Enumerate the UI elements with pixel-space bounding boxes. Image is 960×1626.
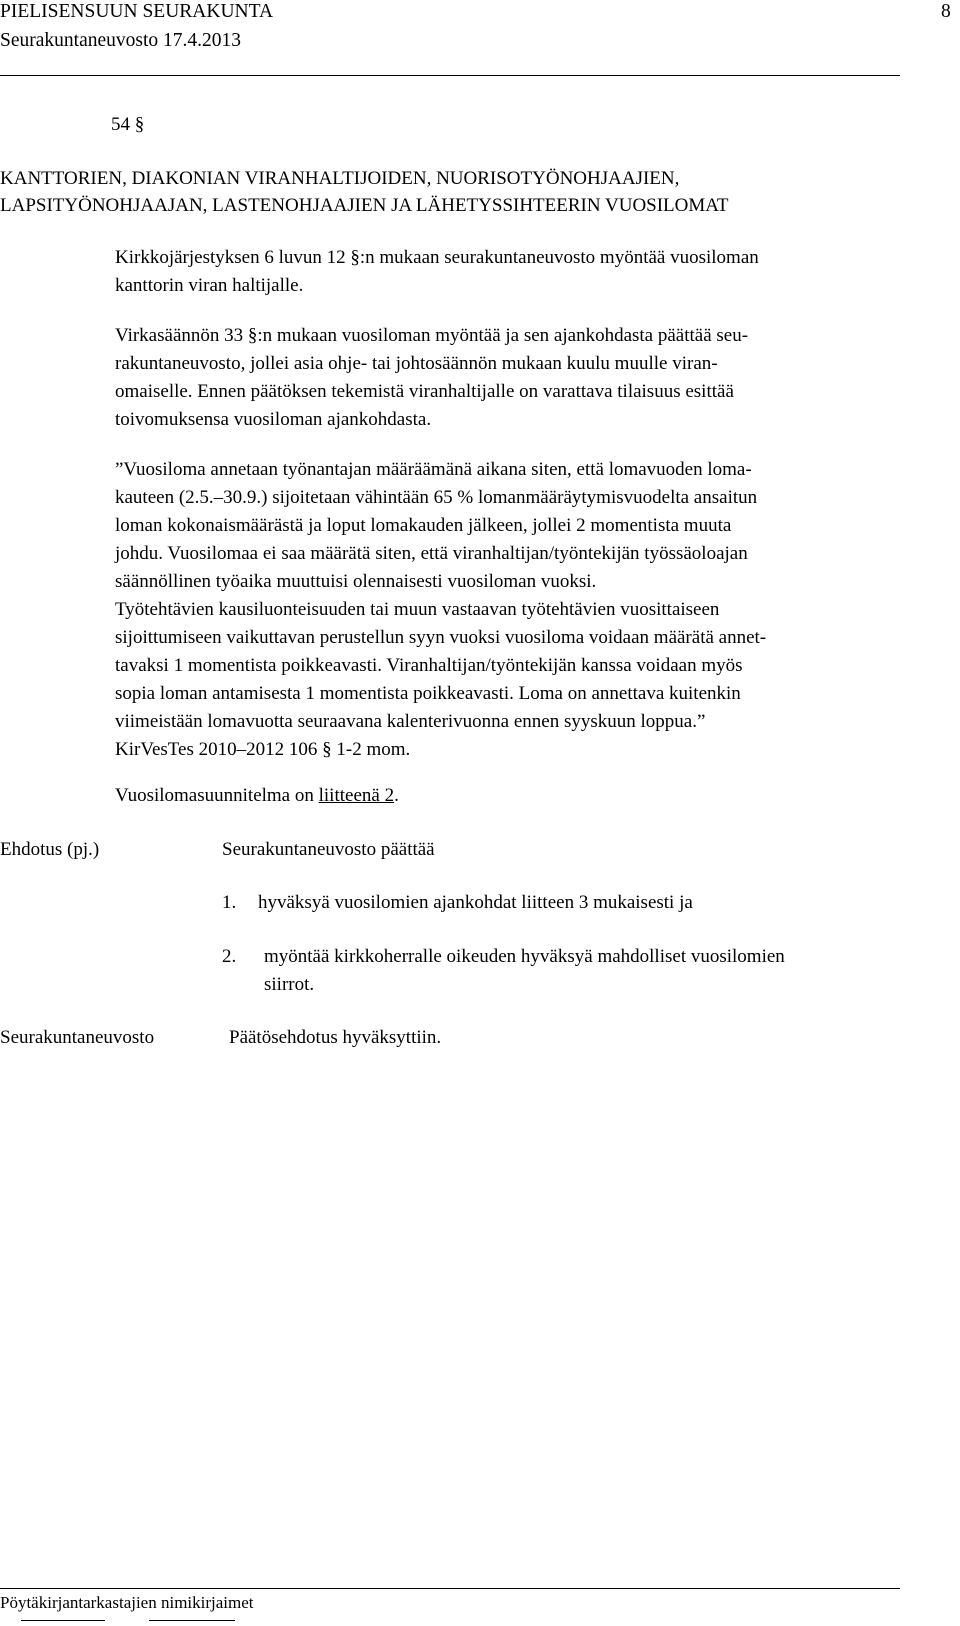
paragraph-line: Kirkkojärjestyksen 6 luvun 12 §:n mukaan seurakuntaneuvosto myöntää vuosiloman [115, 247, 759, 268]
paragraph-office-rules [115, 322, 748, 434]
proposal-item-1-number: 1. [222, 892, 237, 913]
section-title-line-1: KANTTORIEN, DIAKONIAN VIRANHALTIJOIDEN, NUORISOTYÖNOHJAAJIEN, [0, 168, 680, 189]
attachment-link[interactable]: liitteenä 2 [318, 785, 395, 806]
paragraph-line: kauteen (2.5.–30.9.) sijoitetaan vähintään 65 % lomanmääräytymisvuodelta ansaitun [115, 487, 758, 508]
footer-divider [0, 1588, 900, 1589]
organization-name: PIELISENSUUN SEURAKUNTA [0, 1, 274, 22]
page-number: 8 [941, 1, 951, 22]
proposal-item-2-text-line-1: myöntää kirkkoherralle oikeuden hyväksyä mahdolliset vuosilomien [264, 946, 785, 967]
signatures-label: Pöytäkirjantarkastajien nimikirjaimet [0, 1593, 254, 1612]
section-number: 54 § [111, 114, 145, 135]
proposal-item-2-number: 2. [222, 946, 237, 967]
paragraph-line: viimeistään lomavuotta seuraavana kalenterivuonna ennen syyskuun loppua.” [115, 711, 706, 732]
paragraph-line: toivomuksensa vuosiloman ajankohdasta. [115, 409, 432, 430]
paragraph-line: säännöllinen työaika muuttuisi olennaisesti vuosiloman vuoksi. [115, 571, 597, 592]
proposal-item-1-text: hyväksyä vuosilomien ajankohdat liitteen 3 mukaisesti ja [258, 892, 693, 913]
paragraph-collective-agreement-quote [115, 456, 766, 764]
paragraph-line: rakuntaneuvosto, jollei asia ohje- tai johtosäännön mukaan kuulu muulle viran- [115, 353, 718, 374]
holiday-plan-suffix: . [394, 785, 399, 806]
paragraph-line: tavaksi 1 momentista poikkeavasti. Viranhaltijan/työntekijän kanssa voidaan myös [115, 655, 743, 676]
meeting-title: Seurakuntaneuvosto 17.4.2013 [0, 30, 242, 51]
signature-line-2 [149, 1620, 235, 1621]
paragraph-line: sopia loman antamisesta 1 momentista poikkeavasti. Loma on annettava kuitenkin [115, 683, 741, 704]
paragraph-church-order [115, 244, 759, 300]
paragraph-line: Työtehtävien kausiluonteisuuden tai muun vastaavan työtehtävien vuosittaiseen [115, 599, 720, 620]
paragraph-line: loman kokonaismäärästä ja loput lomakauden jälkeen, jollei 2 momentista muuta [115, 515, 732, 536]
decision-text: Päätösehdotus hyväksyttiin. [229, 1027, 442, 1048]
signature-line-1 [21, 1620, 105, 1621]
paragraph-line: sijoittumiseen vaikuttavan perustellun syyn vuoksi vuosiloma voidaan määrätä annet- [115, 627, 767, 648]
proposal-label: Ehdotus (pj.) [0, 839, 100, 860]
header-divider [0, 75, 900, 76]
paragraph-line: ”Vuosiloma annetaan työnantajan määräämänä aikana siten, että lomavuoden loma- [115, 459, 752, 480]
proposal-text: Seurakuntaneuvosto päättää [222, 839, 435, 860]
holiday-plan-line [115, 782, 399, 810]
holiday-plan-text: Vuosilomasuunnitelma on [115, 785, 319, 806]
paragraph-line: KirVesTes 2010–2012 106 § 1-2 mom. [115, 739, 411, 760]
decision-label: Seurakuntaneuvosto [0, 1027, 155, 1048]
paragraph-line: kanttorin viran haltijalle. [115, 275, 304, 296]
section-title-line-2: LAPSITYÖNOHJAAJAN, LASTENOHJAAJIEN JA LÄHETYSSIHTEERIN VUOSILOMAT [0, 195, 729, 216]
proposal-item-2-text-line-2: siirrot. [264, 974, 315, 995]
paragraph-line: johdu. Vuosilomaa ei saa määrätä siten, että viranhaltijan/työntekijän työssäoloajan [115, 543, 748, 564]
paragraph-line: omaiselle. Ennen päätöksen tekemistä viranhaltijalle on varattava tilaisuus esittää [115, 381, 734, 402]
paragraph-line: Virkasäännön 33 §:n mukaan vuosiloman myöntää ja sen ajankohdasta päättää seu- [115, 325, 749, 346]
